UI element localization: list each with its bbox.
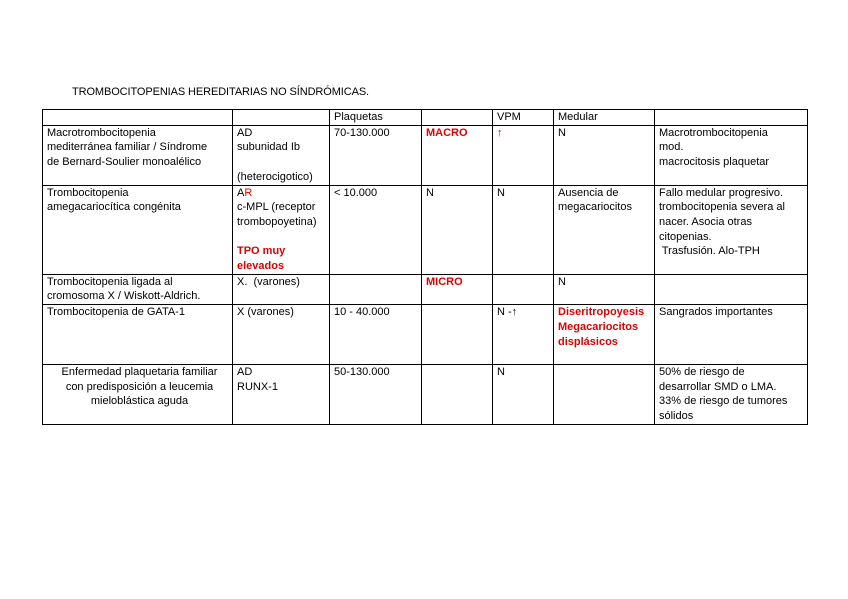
cell-notes: 50% de riesgo de desarrollar SMD o LMA. 33% de riesgo de tumores sólidos [655,364,808,424]
cell-notes: Macrotrombocitopenia mod. macrocitosis plaquetar [655,125,808,185]
cell-notes: Fallo medular progresivo. trombocitopenia severa al nacer. Asocia otras citopenias. Trasfusión. Alo-TPH [655,185,808,274]
cell-name: Macrotrombocitopenia mediterránea familiar / Síndrome de Bernard-Soulier monoalélico [43,125,233,185]
cell-name: Trombocitopenia amegacariocítica congénita [43,185,233,274]
cell-name: Trombocitopenia ligada al cromosoma X / Wiskott-Aldrich. [43,274,233,304]
cell-medular: N [554,125,655,185]
cell-vpm: N [493,364,554,424]
header-cell-plaquetas: Plaquetas [330,110,422,126]
header-cell-notes [655,110,808,126]
cell-genetics: X (varones) [233,305,330,365]
cell-plaquetas [330,274,422,304]
table-row [43,364,808,424]
table-row [43,305,808,365]
cell-size: MACRO [422,125,493,185]
cell-vpm [493,274,554,304]
cell-plaquetas: 50-130.000 [330,364,422,424]
cell-size: MICRO [422,274,493,304]
cell-size [422,305,493,365]
cell-genetics: AD RUNX-1 [233,364,330,424]
header-cell-name [43,110,233,126]
cell-name: Trombocitopenia de GATA-1 [43,305,233,365]
header-cell-genetics [233,110,330,126]
page-title: TROMBOCITOPENIAS HEREDITARIAS NO SÍNDRÓMICAS. [72,86,370,98]
cell-plaquetas: 10 - 40.000 [330,305,422,365]
header-cell-medular: Medular [554,110,655,126]
table-row [43,125,808,185]
cell-size: N [422,185,493,274]
cell-name: Enfermedad plaquetaria familiar con predisposición a leucemia mieloblástica aguda [43,364,233,424]
header-cell-size [422,110,493,126]
cell-medular [554,364,655,424]
thrombocytopenia-table [42,109,808,425]
cell-genetics: X. (varones) [233,274,330,304]
cell-vpm: N [493,185,554,274]
cell-notes [655,274,808,304]
table-header-row [43,110,808,126]
cell-genetics: AR c-MPL (receptor trombopoyetina) TPO muy elevados [233,185,330,274]
cell-vpm: ↑ [493,125,554,185]
cell-medular: Ausencia de megacariocitos [554,185,655,274]
table-row [43,274,808,304]
table-row [43,185,808,274]
cell-notes: Sangrados importantes [655,305,808,365]
header-cell-vpm: VPM [493,110,554,126]
cell-genetics: AD subunidad Ib (heterocigotico) [233,125,330,185]
cell-size [422,364,493,424]
cell-plaquetas: 70-130.000 [330,125,422,185]
cell-plaquetas: < 10.000 [330,185,422,274]
cell-medular: Diseritropoyesis Megacariocitos displásicos [554,305,655,365]
cell-medular: N [554,274,655,304]
cell-vpm: N -↑ [493,305,554,365]
